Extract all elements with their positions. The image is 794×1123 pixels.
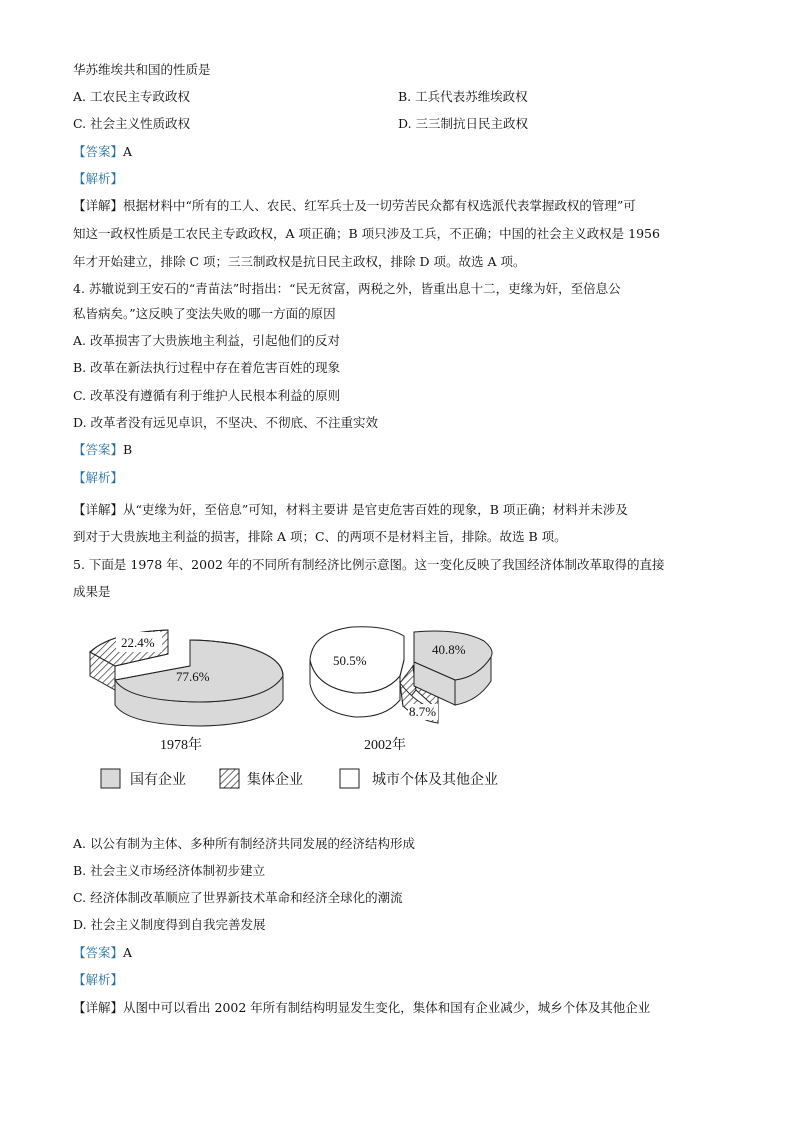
q4-option-d: D. 改革者没有远见卓识，不坚决、不彻底、不注重实效 xyxy=(73,415,379,430)
q5-answer-tag: 【答案】 xyxy=(73,945,124,960)
q5-answer-line xyxy=(73,945,132,961)
pie-1978-label-state: 77.6% xyxy=(176,669,210,684)
q5-option-c: C. 经济体制改革顺应了世界新技术革命和经济全球化的潮流 xyxy=(73,890,403,905)
q4-stem-line-2: 私皆病矣。”这反映了变法失败的哪一方面的原因 xyxy=(73,306,336,321)
q5-stem-line-1: 5. 下面是 1978 年、2002 年的不同所有制经济比例示意图。这一变化反映了我国经济体制改革取得的直接 xyxy=(73,557,665,572)
q4-option-c: C. 改革没有遵循有利于维护人民根本利益的原则 xyxy=(73,388,341,403)
q3-option-c: C. 社会主义性质政权 xyxy=(73,116,191,131)
legend-label-other: 城市个体及其他企业 xyxy=(372,772,498,788)
q4-answer: B xyxy=(123,442,133,457)
q4-option-a: A. 改革损害了大贵族地主利益，引起他们的反对 xyxy=(73,333,340,348)
q3-option-a: A. 工农民主专政政权 xyxy=(73,89,190,104)
legend-label-state: 国有企业 xyxy=(130,772,186,788)
q3-detail-text-1: 根据材料中“所有的工人、农民、红军兵士及一切劳苦民众都有权选派代表掌握政权的管理”可 xyxy=(123,198,636,213)
q3-answer-tag: 【答案】 xyxy=(73,144,124,159)
pie-2002-slice-other xyxy=(310,627,404,717)
q5-detail-text-1: 从图中可以看出 2002 年所有制结构明显发生变化，集体和国有企业减少，城乡个体及其他企业 xyxy=(123,1000,651,1015)
q5-answer: A xyxy=(123,945,133,960)
legend-swatch-state xyxy=(101,769,120,788)
q3-option-b: B. 工兵代表苏维埃政权 xyxy=(398,89,528,104)
q5-detail-tag: 【详解】 xyxy=(73,1000,124,1015)
q5-detail-line-1 xyxy=(73,1000,650,1016)
chart-legend xyxy=(101,769,498,788)
q3-detail-tag: 【详解】 xyxy=(73,198,124,213)
pie-1978-label-collective: 22.4% xyxy=(121,635,155,650)
q4-option-b: B. 改革在新法执行过程中存在着危害百姓的现象 xyxy=(73,360,341,375)
pie-2002-label-collective: 8.7% xyxy=(409,704,437,719)
legend-swatch-other xyxy=(340,769,359,788)
q5-option-d: D. 社会主义制度得到自我完善发展 xyxy=(73,917,266,932)
q4-analysis-tag: 【解析】 xyxy=(73,470,124,485)
pie-2002 xyxy=(310,627,492,753)
legend-label-collective: 集体企业 xyxy=(247,772,303,788)
q5-option-a: A. 以公有制为主体、多种所有制经济共同发展的经济结构形成 xyxy=(73,836,415,851)
q4-answer-tag: 【答案】 xyxy=(73,442,124,457)
pie-1978-year: 1978年 xyxy=(160,738,202,753)
q5-analysis-tag: 【解析】 xyxy=(73,972,124,987)
q3-option-d: D. 三三制抗日民主政权 xyxy=(398,116,529,131)
pie-2002-year: 2002年 xyxy=(364,738,406,753)
pie-1978 xyxy=(90,630,283,753)
q3-answer: A xyxy=(123,144,133,159)
q4-detail-text-1: 从“吏缘为奸，至倍息”可知，材料主要讲 是官吏危害百姓的现象，B 项正确；材料并未涉及 xyxy=(123,502,628,517)
pie-2002-label-other: 50.5% xyxy=(333,653,367,668)
q4-detail-tag: 【详解】 xyxy=(73,502,124,517)
q4-stem-line-1: 4. 苏辙说到王安石的“青苗法”时指出：“民无贫富，两税之外，皆重出息十二，吏缘为奸，至倍息公 xyxy=(73,281,621,296)
q4-detail-line-2: 到对于大贵族地主利益的损害，排除 A 项；C、的两项不是材料主旨，排除。故选 B 项。 xyxy=(73,529,567,544)
q3-analysis-tag: 【解析】 xyxy=(73,171,124,186)
q3-detail-line-2: 知这一政权性质是工农民主专政政权，A 项正确；B 项只涉及工兵，不正确；中国的社会主义政权是 1956 xyxy=(73,226,660,241)
q3-detail-line-3: 年才开始建立，排除 C 项；三三制政权是抗日民主政权，排除 D 项。故选 A 项。 xyxy=(73,254,526,269)
pie-2002-label-state: 40.8% xyxy=(432,642,466,657)
q3-stem-tail: 华苏维埃共和国的性质是 xyxy=(73,62,211,77)
q5-option-b: B. 社会主义市场经济体制初步建立 xyxy=(73,863,266,878)
legend-swatch-collective xyxy=(220,769,239,788)
q5-stem-line-2: 成果是 xyxy=(73,584,111,599)
